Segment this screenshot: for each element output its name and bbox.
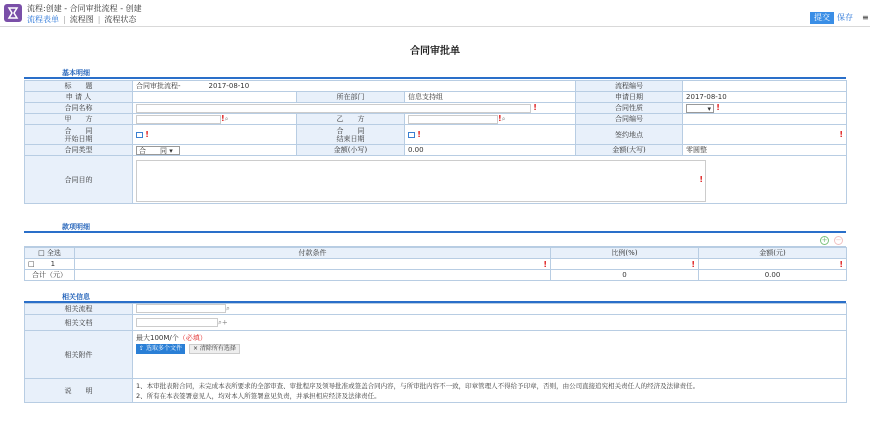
required-icon: !	[498, 114, 502, 123]
end-date-field[interactable]	[405, 125, 576, 145]
required-icon: !	[716, 103, 720, 113]
related-flow-label: 相关流程	[25, 304, 133, 315]
total-condition-cell	[75, 270, 551, 281]
add-row-icon[interactable]: +	[821, 236, 828, 244]
clear-all-button[interactable]: × 清除所有选择	[189, 344, 240, 354]
required-icon: !	[839, 130, 844, 139]
basic-section-title: 基本明细	[62, 69, 90, 77]
select-all-cell[interactable]: □ 全选	[25, 248, 75, 259]
sign-place-field[interactable]	[683, 125, 847, 145]
note-line-2: 2、所有在本表签署意见人，均对本人所签署意见负责，并承担相应经济及法律责任。	[136, 391, 381, 400]
amount-big-value: 零圆整	[683, 145, 847, 156]
note-label: 说 明	[25, 379, 133, 403]
note-line-1: 1、本审批表附合同，未完成本表所要求的全部审查、审批程序及领导批准或签盖合同内容，与所审批内容不一致，印章管理人不得给予印章，否则，由公司直接追究相关责任人的经济及法律责任。	[136, 381, 700, 390]
related-section	[24, 291, 846, 403]
start-date-field[interactable]	[133, 125, 297, 145]
search-icon[interactable]: ⌕	[226, 304, 230, 313]
title-field[interactable]: 合同审批流程- 2017-08-10	[133, 81, 576, 92]
amount-small-value[interactable]: 0.00	[405, 145, 576, 156]
attach-label: 相关附件	[25, 331, 133, 379]
attach-required: （必填）	[178, 334, 207, 342]
calendar-icon[interactable]	[136, 132, 143, 138]
checkbox-icon[interactable]: □	[28, 260, 35, 268]
party-b-field[interactable]	[405, 114, 576, 125]
purpose-textarea[interactable]	[136, 160, 706, 202]
applicant-label: 申 请 人	[25, 92, 133, 103]
save-button[interactable]: 保存	[837, 13, 853, 22]
required-icon: !	[691, 259, 695, 269]
contract-nature-field[interactable]	[683, 103, 847, 114]
contract-nature-select[interactable]: ▾	[686, 104, 714, 113]
title-label: 标 题	[25, 81, 133, 92]
contract-no-label: 合同编号	[576, 114, 683, 125]
contract-name-label: 合同名称	[25, 103, 133, 114]
tab-bar: 流程表单 | 流程图 | 流程状态	[27, 15, 137, 24]
attach-field	[133, 331, 847, 379]
contract-name-input[interactable]	[136, 104, 531, 113]
more-menu-icon[interactable]: ≡	[862, 13, 869, 22]
sign-place-label: 签约地点	[576, 125, 683, 145]
condition-header: 付款条件	[75, 248, 551, 259]
total-amount: 0.00	[699, 270, 847, 281]
top-bar	[0, 0, 870, 27]
payment-section-title: 款项明细	[62, 223, 90, 231]
related-section-title: 相关信息	[62, 293, 90, 301]
tab-flowchart[interactable]: 流程图	[69, 15, 94, 24]
applicant-field	[133, 92, 297, 103]
attach-limit: 最大100M/个	[136, 334, 179, 342]
app-title: 流程:创建 - 合同审批流程 - 创建	[27, 4, 142, 13]
party-b-label: 乙 方	[297, 114, 405, 125]
flow-no-field	[683, 81, 847, 92]
related-doc-input[interactable]	[136, 318, 218, 327]
party-a-input[interactable]	[136, 115, 221, 124]
upload-button[interactable]: ⇪ 选取多个文件	[136, 344, 185, 354]
related-doc-field[interactable]	[133, 315, 847, 331]
total-label: 合计（元）	[25, 270, 75, 281]
dept-value: 信息支持组	[405, 92, 576, 103]
apply-date-label: 申请日期	[576, 92, 683, 103]
app-logo-icon	[4, 4, 22, 22]
amount-header: 金额(元)	[699, 248, 847, 259]
contract-name-field[interactable]	[133, 103, 576, 114]
required-icon: !	[221, 114, 225, 123]
required-icon: !	[417, 130, 421, 139]
search-icon[interactable]: ⌕	[224, 115, 229, 123]
contract-type-field[interactable]	[133, 145, 297, 156]
payment-toolbar	[24, 233, 846, 247]
amount-input[interactable]	[699, 259, 847, 270]
party-b-input[interactable]	[408, 115, 498, 124]
basic-section-header	[24, 67, 846, 79]
ratio-header: 比例(%)	[551, 248, 699, 259]
payment-section-header	[24, 221, 846, 233]
basic-section	[24, 67, 846, 204]
amount-small-label: 金额(小写)	[297, 145, 405, 156]
apply-date-value: 2017-08-10	[683, 92, 847, 103]
contract-type-label: 合同类型	[25, 145, 133, 156]
required-icon: !	[145, 130, 149, 139]
required-icon: !	[699, 174, 703, 184]
start-date-label: 合 同 开始日期	[25, 125, 133, 145]
contract-nature-label: 合同性质	[576, 103, 683, 114]
purpose-label: 合同目的	[25, 156, 133, 204]
related-doc-label: 相关文档	[25, 315, 133, 331]
related-section-header	[24, 291, 846, 303]
party-a-field[interactable]	[133, 114, 297, 125]
purpose-field[interactable]	[133, 156, 847, 204]
total-ratio: 0	[551, 270, 699, 281]
party-a-label: 甲 方	[25, 114, 133, 125]
form-title: 合同审批单	[410, 46, 460, 57]
contract-no-field	[683, 114, 847, 125]
add-icon[interactable]: +	[221, 318, 228, 327]
condition-input[interactable]	[75, 259, 551, 270]
checkbox-icon[interactable]: □	[38, 249, 45, 257]
required-icon: !	[533, 103, 537, 113]
submit-button[interactable]: 提交	[810, 12, 834, 24]
required-icon: !	[839, 259, 843, 269]
note-field	[133, 379, 847, 403]
calendar-icon[interactable]	[408, 132, 415, 138]
related-flow-field[interactable]	[133, 304, 847, 315]
contract-type-select[interactable]: 合 同 ▾	[136, 146, 180, 155]
flow-no-label: 流程编号	[576, 81, 683, 92]
related-flow-input[interactable]	[136, 304, 226, 313]
amount-big-label: 金额(大写)	[576, 145, 683, 156]
remove-row-icon[interactable]: −	[835, 236, 842, 244]
row-number-cell[interactable]: □ 1	[25, 259, 75, 270]
tab-status[interactable]: 流程状态	[104, 15, 137, 24]
tab-form[interactable]: 流程表单	[27, 15, 59, 24]
search-icon[interactable]: ⌕	[218, 318, 222, 327]
ratio-input[interactable]	[551, 259, 699, 270]
payment-section	[24, 221, 846, 281]
required-icon: !	[543, 259, 547, 269]
dept-label: 所在部门	[297, 92, 405, 103]
table-row	[25, 259, 847, 270]
end-date-label: 合 同 结束日期	[297, 125, 405, 145]
search-icon[interactable]: ⌕	[501, 115, 506, 123]
